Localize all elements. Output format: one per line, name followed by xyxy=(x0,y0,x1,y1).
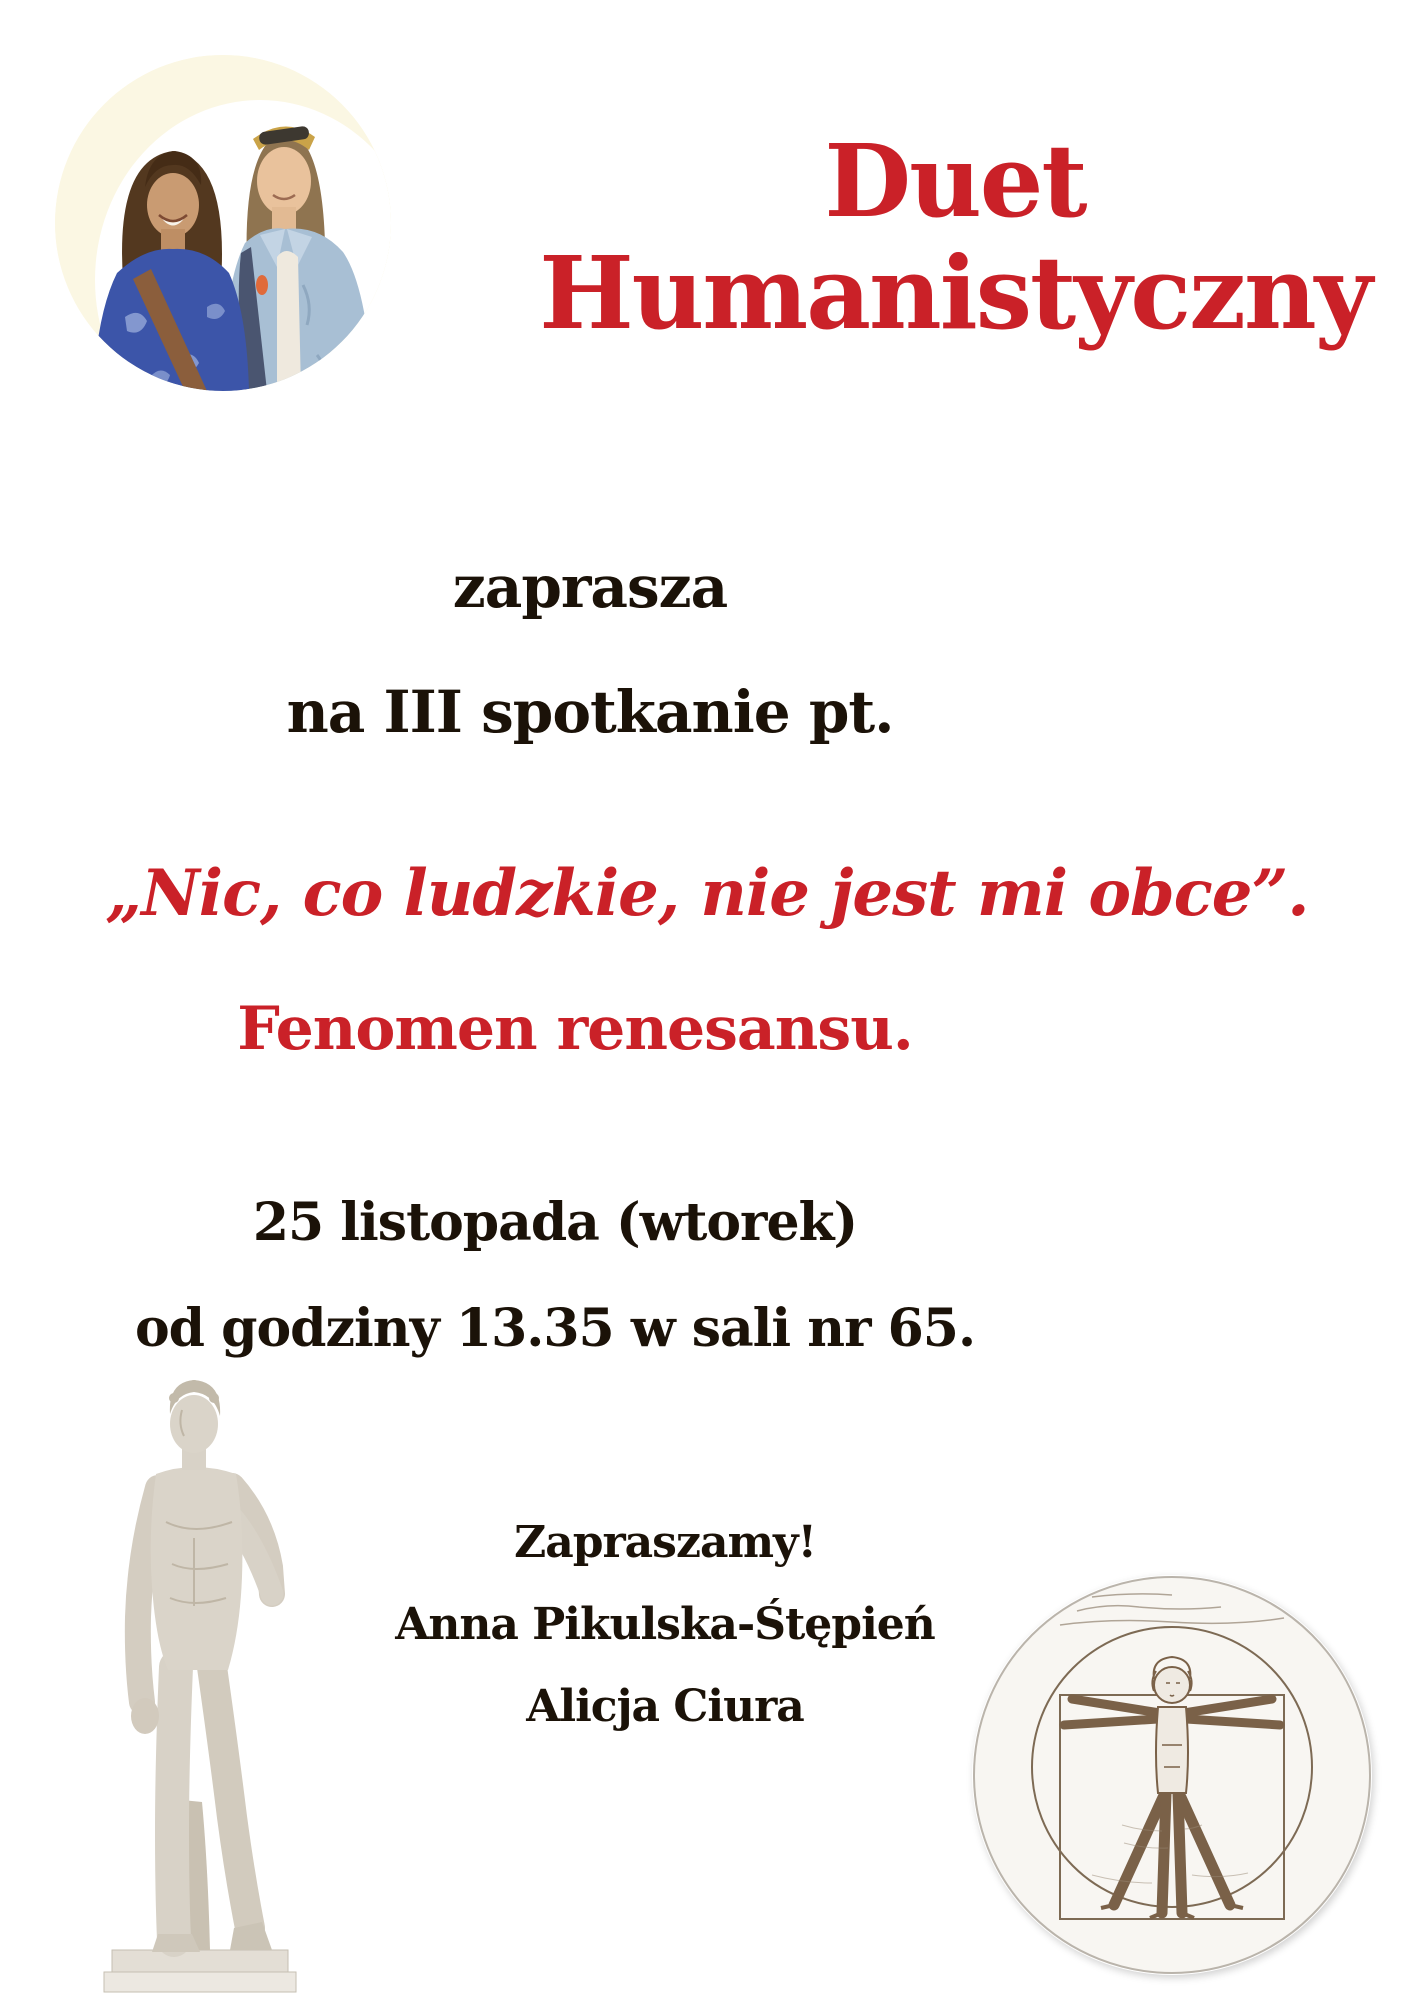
event-date: 25 listopada (wtorek) xyxy=(252,1192,858,1253)
invite-line-1: zaprasza xyxy=(452,553,728,621)
signature-name-2: Alicja Ciura xyxy=(526,1681,804,1732)
topic-quote: „Nic, co ludzkie, nie jest mi obce”. xyxy=(105,856,1309,931)
presenters-photo xyxy=(55,55,391,391)
signature-name-1: Anna Pikulska-Śtępień xyxy=(395,1599,935,1650)
topic-subtitle: Fenomen renesansu. xyxy=(237,994,913,1064)
title-line-2: Humanistyczny xyxy=(539,234,1371,352)
vitruvian-man-illustration xyxy=(972,1575,1372,1975)
closing-text: Zapraszamy! xyxy=(514,1517,816,1568)
title-line-1: Duet xyxy=(824,122,1086,240)
poster-title xyxy=(500,122,1410,352)
vitruvian-man-drawing xyxy=(972,1575,1372,1975)
invite-text xyxy=(0,525,1180,775)
invite-line-2: na III spotkanie pt. xyxy=(286,678,894,746)
event-time-place: od godziny 13.35 w sali nr 65. xyxy=(134,1298,976,1359)
presenters-photo-illustration xyxy=(55,55,391,391)
event-details xyxy=(0,1170,1110,1382)
